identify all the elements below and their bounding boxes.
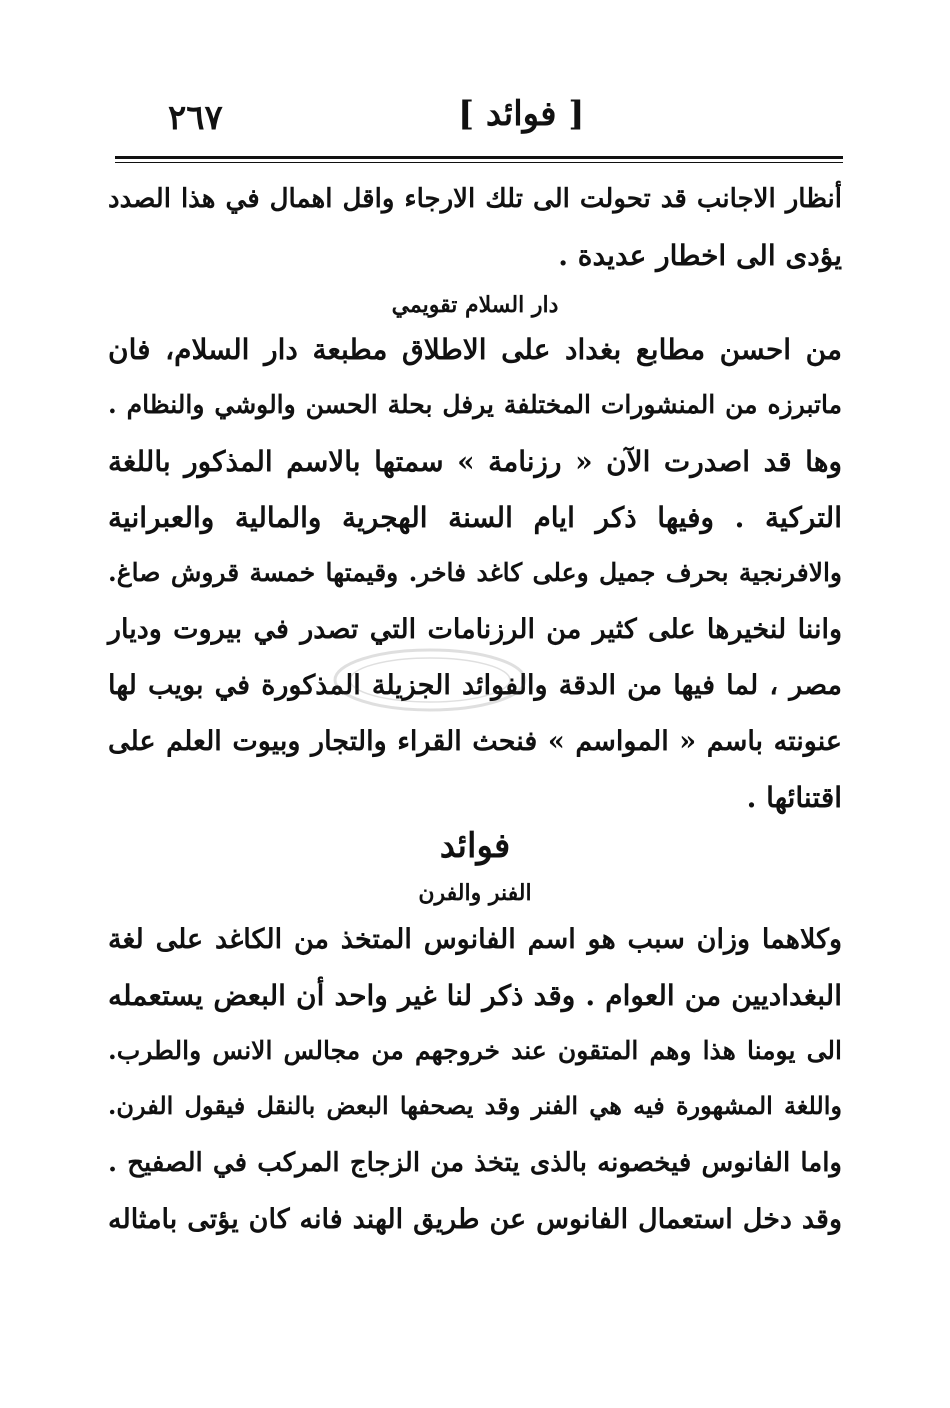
section-subheading: الفنر والفرن <box>418 880 532 906</box>
body-line: واللغة المشهورة فيه هي الفنر وقد يصحفها البعض بالنقل فيقول الفرن. <box>108 1091 843 1120</box>
body-line: واننا لنخيرها على كثير من الرزنامات التي تصدر في بيروت وديار <box>108 614 843 645</box>
header-rule-thin <box>115 162 843 163</box>
page-header <box>118 88 836 148</box>
body-line: التركية . وفيها ذكر ايام السنة الهجرية والمالية والعبرانية <box>108 501 842 534</box>
body-line: من احسن مطابع بغداد على الاطلاق مطبعة دار السلام، فان <box>108 333 842 366</box>
body-line: البغداديين من العوام . وقد ذكر لنا غير واحد أن البعض يستعمله <box>108 979 842 1012</box>
body-line: ماتبرزه من المنشورات المختلفة يرفل بحلة الحسن والوشي والنظام . <box>108 390 842 419</box>
body-line: اقتنائها . <box>746 781 842 814</box>
section-title: فوائد <box>439 826 511 866</box>
body-line: عنونته باسم « المواسم » فنحث القراء والتجار وبيوت العلم على <box>108 726 842 757</box>
running-title: [ فوائد ] <box>458 94 585 134</box>
body-line: يؤدى الى اخطار عديدة . <box>558 239 842 272</box>
header-rule <box>115 156 843 159</box>
article-subheading: دار السلام تقويمي <box>391 292 559 318</box>
body-line: أنظار الاجانب قد تحولت الى تلك الارجاء واقل اهمال في هذا الصدد <box>108 184 842 214</box>
body-line: وقد دخل استعمال الفانوس عن طريق الهند فانه كان يؤتى بامثاله <box>108 1204 842 1235</box>
body-line: وها قد اصدرت الآن « رزنامة » سمتها بالاسم المذكور باللغة <box>108 445 842 478</box>
body-line: مصر ، لما فيها من الدقة والفوائد الجزيلة المذكورة في بويب لها <box>108 670 842 701</box>
body-line: والافرنجية بحرف جميل وعلى كاغد فاخر. وقيمتها خمسة قروش صاغ. <box>108 558 842 587</box>
body-line: الى يومنا هذا وهم المتقون عند خروجهم من مجالس الانس والطرب. <box>108 1036 842 1065</box>
body-line: وكلاهما وزان سبب هو اسم الفانوس المتخذ من الكاغد على لغة <box>108 924 842 955</box>
library-stamp-icon <box>330 645 530 715</box>
page-number: ٢٦٧ <box>168 98 223 138</box>
body-line: واما الفانوس فيخصونه بالذى يتخذ من الزجاج المركب في الصفيح . <box>108 1148 842 1178</box>
